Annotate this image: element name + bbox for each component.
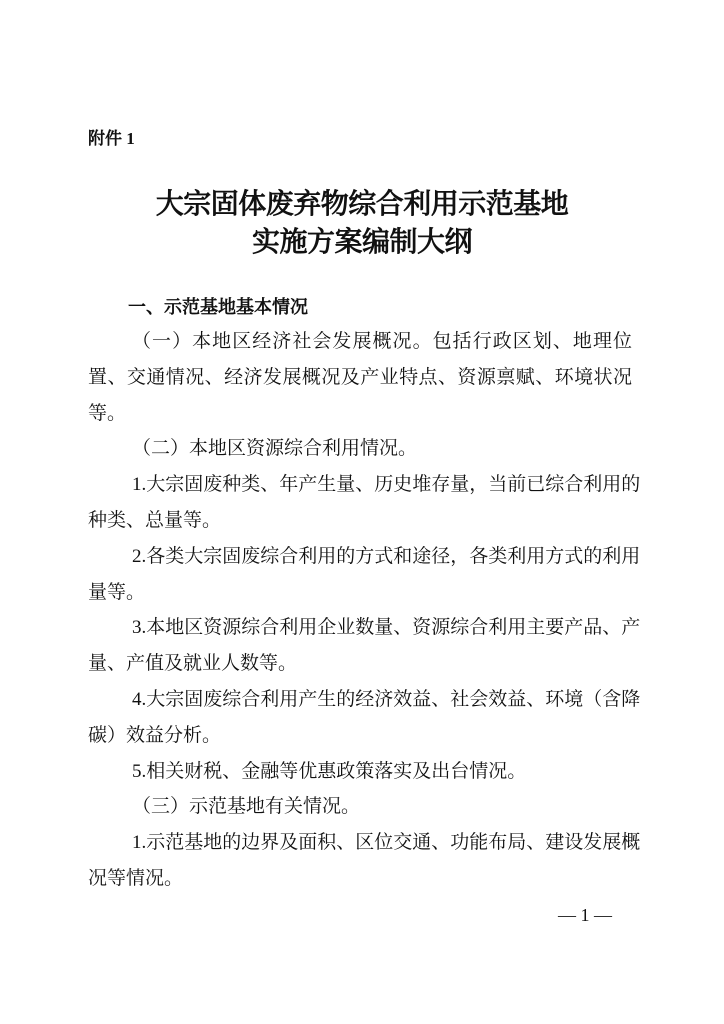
section-heading: 一、示范基地基本情况 — [128, 297, 308, 318]
paragraph-line: 5.相关财税、金融等优惠政策落实及出台情况。 — [132, 760, 527, 782]
paragraph — [88, 431, 632, 467]
paragraph-line: 种类、总量等。 — [88, 509, 222, 531]
document-body — [88, 324, 641, 897]
paragraph-line: 2.各类大宗固废综合利用的方式和途径，各类利用方式的利用 — [132, 545, 641, 567]
paragraph-line: 置、交通情况、经济发展概况及产业特点、资源禀赋、环境状况 — [88, 366, 632, 388]
paragraph-line: 4.大宗固废综合利用产生的经济效益、社会效益、环境（含降 — [132, 688, 641, 710]
paragraph-line: 碳）效益分析。 — [88, 724, 222, 746]
paragraph-line: 1.大宗固废种类、年产生量、历史堆存量，当前已综合利用的 — [132, 474, 641, 496]
paragraph — [88, 825, 641, 897]
paragraph-line: 量、产值及就业人数等。 — [88, 653, 298, 675]
paragraph — [88, 539, 641, 611]
paragraph — [88, 682, 641, 754]
page-number: — 1 — — [558, 905, 612, 925]
paragraph — [88, 467, 641, 539]
paragraph — [88, 610, 641, 682]
document-title-line-1: 大宗固体废弃物综合利用示范基地 — [155, 189, 569, 220]
attachment-label: 附件 1 — [88, 129, 135, 148]
paragraph-line: 量等。 — [88, 581, 146, 603]
paragraph-line: 等。 — [88, 402, 127, 424]
paragraph-line: （二）本地区资源综合利用情况。 — [132, 438, 418, 460]
paragraph-line: （一）本地区经济社会发展概况。包括行政区划、地理位 — [132, 331, 632, 352]
paragraph — [88, 754, 632, 790]
document-title-line-2: 实施方案编制大纲 — [251, 227, 472, 258]
paragraph-line: 况等情况。 — [88, 867, 184, 889]
paragraph — [88, 789, 632, 825]
paragraph-line: 1.示范基地的边界及面积、区位交通、功能布局、建设发展概 — [132, 832, 641, 854]
paragraph — [88, 324, 632, 431]
paragraph-line: 3.本地区资源综合利用企业数量、资源综合利用主要产品、产 — [132, 617, 641, 639]
paragraph-line: （三）示范基地有关情况。 — [132, 796, 361, 818]
